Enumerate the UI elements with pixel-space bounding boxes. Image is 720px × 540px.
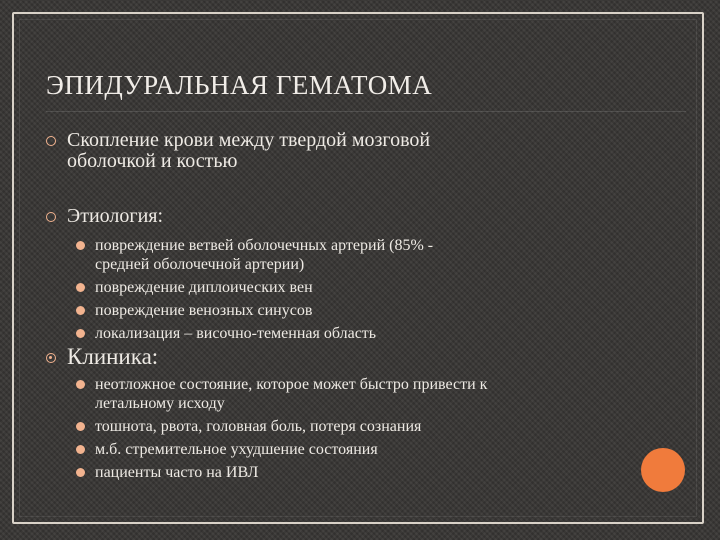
list-item-line: повреждение ветвей оболочечных артерий (85% - (95, 237, 434, 254)
slide-title: ЭПИДУРАЛЬНАЯ ГЕМАТОМА (46, 70, 433, 100)
list-item-line: м.б. стремительное ухудшение состояния (95, 441, 378, 458)
item-heading: Этиология: (67, 205, 164, 227)
dot-bullet-icon (76, 422, 85, 431)
list-item-line: повреждение диплоических вен (95, 279, 313, 296)
dot-bullet-icon (76, 283, 85, 292)
item-heading: Клиника: (67, 344, 159, 369)
list-item-line: тошнота, рвота, головная боль, потеря сознания (95, 418, 422, 435)
list-item (76, 301, 636, 320)
ring-bullet-icon (46, 136, 56, 146)
dot-bullet-icon (76, 306, 85, 315)
list-item-line: неотложное состояние, которое может быстро привести к (95, 376, 488, 393)
etiology-sublist (76, 236, 636, 347)
list-item-line: повреждение венозных синусов (95, 302, 313, 319)
list-item-line: средней оболочечной артерии) (95, 256, 305, 273)
decorative-circle-icon (641, 448, 685, 492)
list-item (76, 417, 636, 436)
dot-bullet-icon (76, 380, 85, 389)
dot-bullet-icon (76, 445, 85, 454)
list-item-line: локализация – височно-теменная область (95, 325, 377, 342)
list-item (76, 278, 636, 297)
list-item-line: летальному исходу (95, 395, 225, 412)
dot-bullet-icon (76, 241, 85, 250)
item-text-line: Скопление крови между твердой мозговой (67, 129, 431, 151)
list-item (76, 463, 636, 482)
title-divider (46, 111, 686, 112)
list-item (76, 440, 636, 459)
list-item (76, 236, 636, 274)
list-item (76, 324, 636, 343)
list-item (76, 375, 636, 413)
dot-bullet-icon (76, 468, 85, 477)
dot-bullet-icon (76, 329, 85, 338)
ring-bullet-icon (46, 212, 56, 222)
list-item-line: пациенты часто на ИВЛ (95, 464, 259, 481)
item-text-line: оболочкой и костью (67, 150, 238, 172)
clinic-sublist (76, 375, 636, 486)
ring-bullet-icon (46, 353, 56, 363)
